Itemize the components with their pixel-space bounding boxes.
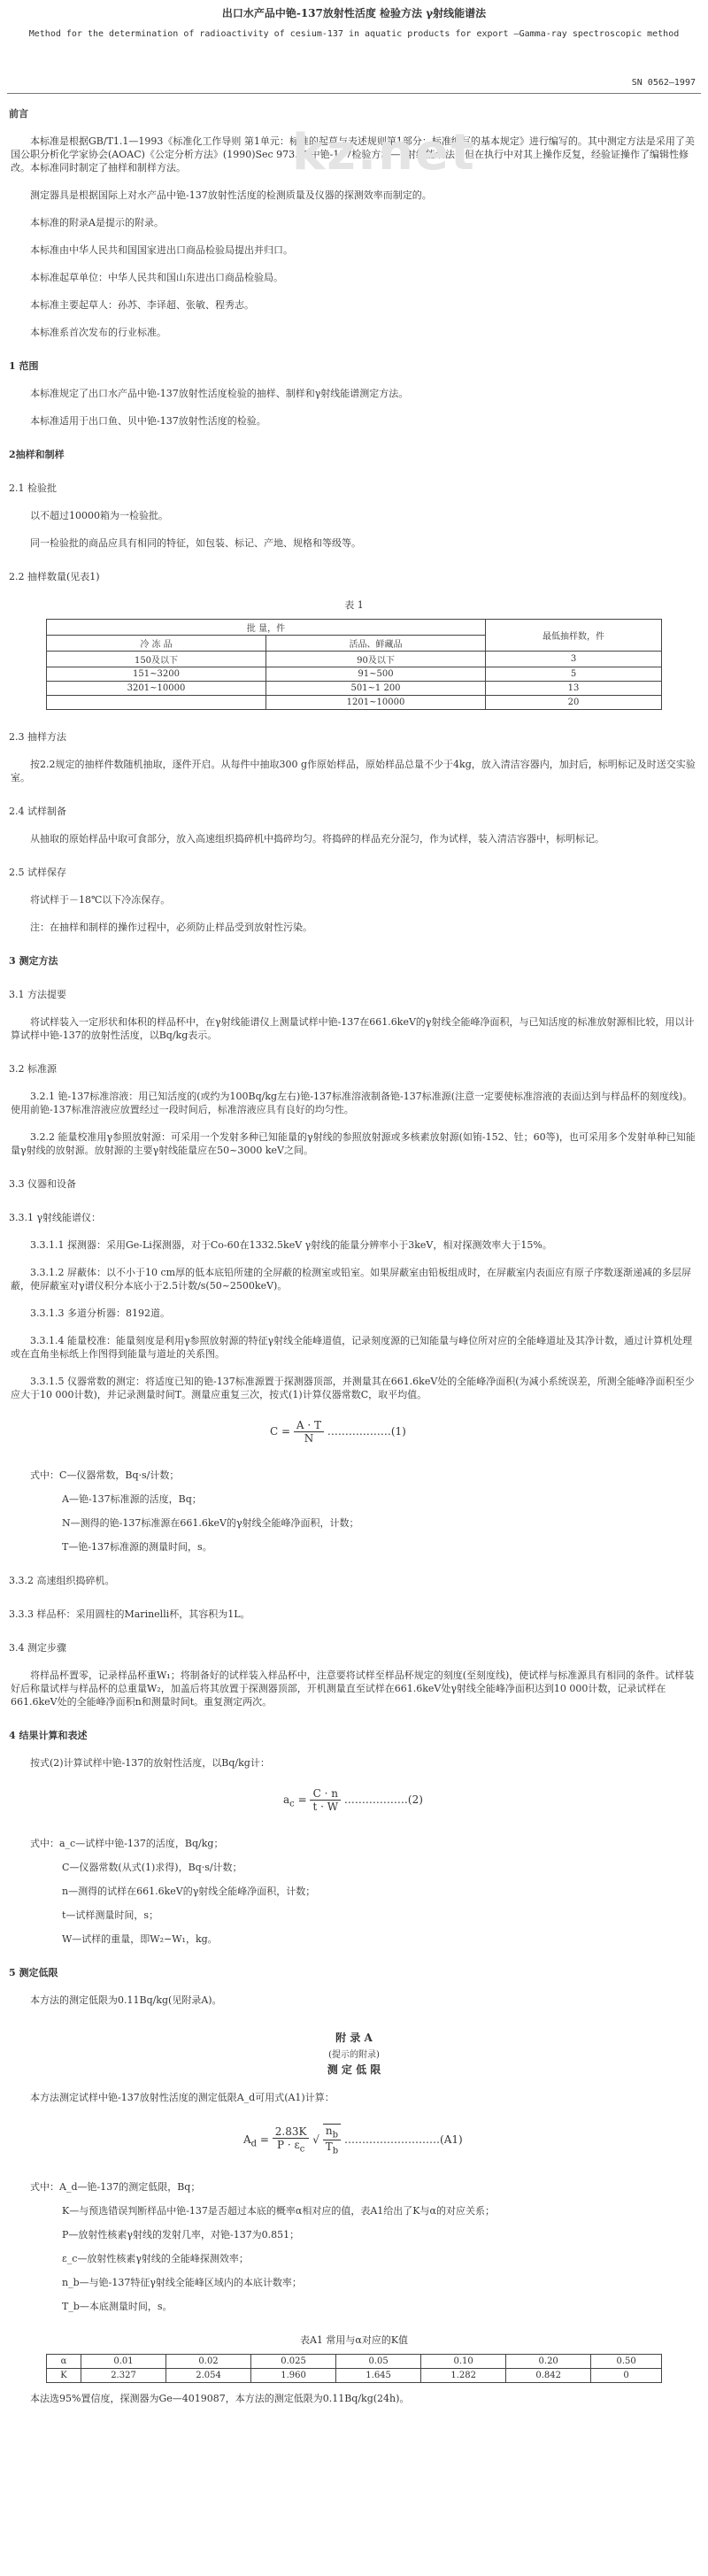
table-row [47, 667, 662, 682]
table-cell: 3 [486, 652, 662, 667]
table-a1-caption: 表A1 常用与α对应的K值 [299, 2334, 409, 2346]
section-2-5-para: 将试样于－18℃以下冷冻保存。 [30, 894, 171, 906]
where-a-item: n_b—与铯-137特征γ射线全能峰区域内的本底计数率； [62, 2277, 302, 2288]
table-row [47, 2369, 662, 2383]
foreword-para: 测定器具是根据国际上对水产品中铯-137放射性活度的检测质量及仪器的探测效率而制定的。 [30, 189, 432, 201]
formula-1-number: (1) [390, 1425, 406, 1438]
section-1-para: 本标准适用于出口鱼、贝中铯-137放射性活度的检验。 [30, 415, 266, 427]
foreword-para: 本标准是根据GB/T1.1—1993《标准化工作导则 第1单元：标准的起草与表述规则第1部分：标准编写的基本规定》进行编写的。其中测定方法是采用了美国公职分析化学家协会(AOAC)《公定分析方法》(1990)Sec 973.67中铯-137检验方法—γ射线能谱法，但在执行中对其上操作反复，经验证操作了编辑性修改。本标准同时制定了抽样和制样方法。 [11, 135, 695, 174]
foreword-para: 本标准的附录A是提示的附录。 [30, 217, 164, 228]
section-4-para: 按式(2)计算试样中铯-137的放射性活度，以Bq/kg计： [30, 1757, 270, 1769]
section-2-1-heading: 2.1 检验批 [9, 482, 57, 494]
section-3-3-1-heading: 3.3.1 γ射线能谱仪： [9, 1212, 102, 1223]
table-cell: 1201~10000 [266, 696, 486, 710]
section-2-1-para: 同一检验批的商品应具有相同的特征，如包装、标记、产地、规格和等级等。 [30, 537, 361, 549]
section-3-2-heading: 3.2 标准源 [9, 1063, 57, 1075]
section-3-1-para: 将试样装入一定形状和体积的样品杯中，在γ射线能谱仪上测量试样中铯-137在661.6keV的γ射线全能峰净面积，与已知活度的标准放射源相比较，用以计算试样中铯-137的放射性活度，以Bq/kg表示。 [11, 1016, 695, 1041]
formula-2-w: W [327, 1801, 339, 1813]
where-1-item: A—铯-137标准源的活度，Bq； [62, 1493, 202, 1505]
table-cell: 0.50 [591, 2355, 662, 2369]
formula-a1-nb: n [325, 2125, 333, 2137]
section-2-3-heading: 2.3 抽样方法 [9, 731, 66, 743]
header-divider [7, 93, 701, 94]
watermark: kz.net [292, 124, 476, 181]
formula-1: C = $\frac{A \cdot T}{N}$ ………………(1) [270, 1419, 406, 1445]
where-2-item: n—测得的试样在661.6keV的γ射线全能峰净面积，计数； [62, 1886, 316, 1897]
where-2-item: C—仪器常数(从式(1)求得)，Bq·s/计数； [62, 1862, 242, 1873]
formula-2: $a_c$ = $\frac{C \cdot n}{t \cdot W}$ ………………(2) [283, 1787, 423, 1813]
formula-a1: $A_d$ = $\frac{2.83K}{P \cdot \varepsilon_c}$ √ $\frac{n_b}{T_b}$ ………………………(A1) [243, 2125, 463, 2156]
formula-a1-p: P [276, 2139, 285, 2152]
section-4-heading: 4 结果计算和表述 [9, 1730, 88, 1741]
section-2-heading: 2抽样和制样 [9, 449, 65, 460]
table-cell: 0 [591, 2369, 662, 2383]
section-3-3-1-5-para: 3.3.1.5 仪器常数的测定：将适度已知的铯-137标准源置于探测器顶部，并测量其在661.6keV处的全能峰净面积(为减小系统误差，所测全能峰净面积至少应大于10 000计数)，并记录测量时间T。测量应重复三次，按式(1)计算仪器常数C，取平均值。 [11, 1376, 695, 1400]
table-cell: 1.282 [421, 2369, 506, 2383]
formula-a1-lhs: A [243, 2133, 251, 2146]
where-1: 式中：C—仪器常数，Bq·s/计数； [30, 1469, 180, 1481]
appendix-heading: 测 定 低 限 [327, 2063, 381, 2076]
section-1-heading: 1 范围 [9, 360, 39, 372]
table-cell: 0.20 [506, 2355, 591, 2369]
where-1-item: T—铯-137标准源的测量时间，s。 [62, 1541, 212, 1553]
appendix-title: 附 录 A [335, 2032, 373, 2044]
sampling-table [46, 619, 662, 710]
foreword-para: 本标准系首次发布的行业标准。 [30, 327, 166, 338]
formula-a1-tb: T [325, 2140, 333, 2154]
formula-2-lhs-sub: c [289, 1799, 295, 1809]
where-a: 式中：A_d—铯-137的测定低限，Bq； [30, 2181, 201, 2193]
table-row [47, 682, 662, 696]
appendix-footer: 本法选95%置信度，探测器为Ge—4019087，本方法的测定低限为0.11Bq/kg(24h)。 [30, 2393, 410, 2404]
table-cell: 1.960 [251, 2369, 336, 2383]
formula-1-lhs: C [270, 1425, 279, 1438]
section-3-3-1-1-para: 3.3.1.1 探测器：采用Ge-Li探测器，对于Co-60在1332.5keV γ射线的能量分辨率小于3keV，相对探测效率大于15%。 [30, 1239, 552, 1251]
foreword-para: 本标准起草单位：中华人民共和国山东进出口商品检验局。 [30, 272, 283, 283]
formula-a1-e: ε [294, 2139, 300, 2152]
table-cell: 2.054 [166, 2369, 251, 2383]
table-1-caption: 表 1 [344, 599, 364, 611]
table-cell: K [47, 2369, 81, 2383]
section-2-3-para: 按2.2规定的抽样件数随机抽取，逐件开启。从每件中抽取300 g作原始样品，原始样品总量不少于4kg，放入清洁容器内，加封后，标明标记及时送交实验室。 [11, 759, 696, 783]
formula-a1-e-sub: c [299, 2144, 305, 2155]
section-3-heading: 3 测定方法 [9, 955, 58, 967]
section-2-4-para: 从抽取的原始样品中取可食部分，放入高速组织捣碎机中捣碎均匀。将捣碎的样品充分混匀，作为试样，装入清洁容器中，标明标记。 [30, 833, 604, 845]
section-3-3-1-4-para: 3.3.1.4 能量校准：能量刻度是利用γ参照放射源的特征γ射线全能峰道值，记录刻度源的已知能量与峰位所对应的全能峰道址及其净计数，通过计算机处理或在直角坐标纸上作图得到能量与道址的关系图。 [11, 1335, 693, 1360]
table-cell: 0.01 [81, 2355, 166, 2369]
section-2-5-heading: 2.5 试样保存 [9, 867, 66, 878]
section-3-4-heading: 3.4 测定步骤 [9, 1642, 66, 1654]
where-a-item: ε_c—放射性核素γ射线的全能峰探测效率； [62, 2253, 249, 2264]
where-2-item: t—试样测量时间，s； [62, 1909, 159, 1921]
where-a-item: K—与预选错误判断样品中铯-137是否超过本底的概率α相对应的值，表A1给出了K与α的对应关系； [62, 2205, 495, 2217]
document-english-title: Method for the determination of radioactivity of cesium-137 in aquatic products for export —Gamma-ray spectroscopic method [28, 29, 680, 39]
table-cell: 150及以下 [47, 652, 266, 667]
section-3-3-2-heading: 3.3.2 高速组织捣碎机。 [9, 1575, 115, 1586]
table-cell: 0.025 [251, 2355, 336, 2369]
formula-a1-lhs-sub: d [250, 2139, 258, 2149]
where-a-item: T_b—本底测量时间，s。 [62, 2301, 173, 2312]
formula-2-c: C [312, 1787, 321, 1800]
table-row [47, 696, 662, 710]
table-row [47, 2355, 662, 2369]
table-header-cell: 活品、鲜藏品 [266, 636, 486, 652]
table-header-cell: 最低抽样数，件 [486, 620, 662, 652]
formula-2-t: t [312, 1801, 318, 1813]
section-2-2-heading: 2.2 抽样数量(见表1) [9, 571, 100, 582]
where-2: 式中：a_c—试样中铯-137的活度，Bq/kg； [30, 1838, 224, 1849]
foreword-para: 本标准主要起草人：孙苏、李译超、张敏、程秀志。 [30, 299, 254, 311]
table-cell: 501~1 200 [266, 682, 486, 696]
table-cell: 0.02 [166, 2355, 251, 2369]
table-cell: 20 [486, 696, 662, 710]
appendix-note: (提示的附录) [328, 2050, 380, 2060]
section-3-3-heading: 3.3 仪器和设备 [9, 1178, 76, 1190]
table-cell: 0.10 [421, 2355, 506, 2369]
formula-a1-k: 2.83K [273, 2125, 310, 2139]
standard-number: SN 0562—1997 [631, 78, 696, 88]
formula-2-lhs: a [283, 1793, 290, 1806]
section-2-1-para: 以不超过10000箱为一检验批。 [30, 510, 168, 521]
table-cell: 5 [486, 667, 662, 682]
section-3-1-heading: 3.1 方法提要 [9, 989, 66, 1000]
table-header-cell: 冷 冻 品 [47, 636, 266, 652]
section-3-3-1-2-para: 3.3.1.2 屏蔽体：以不小于10 cm厚的低本底铅所建的全屏蔽的检测室或铅室。如果屏蔽室由铅板组成时，在屏蔽室内表面应有原子序数逐渐递减的多层屏蔽，使屏蔽室对γ谱仪积分本底小于2.5计数/s(50~2500keV)。 [11, 1267, 692, 1292]
table-cell: 2.327 [81, 2369, 166, 2383]
formula-1-t: T [314, 1419, 322, 1431]
document-title: 出口水产品中铯-137放射性活度 检验方法 γ射线能谱法 [221, 7, 487, 19]
table-header-cell: 批 量，件 [47, 620, 486, 636]
table-cell: 0.842 [506, 2369, 591, 2383]
table-cell: 13 [486, 682, 662, 696]
section-2-5-note: 注：在抽样和制样的操作过程中，必须防止样品受到放射性污染。 [30, 922, 312, 933]
section-5-para: 本方法的测定低限为0.11Bq/kg(见附录A)。 [30, 1994, 222, 2006]
formula-a1-number: (A1) [440, 2133, 463, 2146]
section-3-2-1-para: 3.2.1 铯-137标准溶液：用已知活度的(或约为100Bq/kg左右)铯-137标准溶液制备铯-137标准源(注意一定要使标准溶液的表面达到与样品杯的刻度线)。使用前铯-137标准溶液应放置经过一段时间后，标准溶液应具有良好的均匀性。 [11, 1091, 693, 1115]
formula-2-n: n [331, 1787, 338, 1800]
section-3-3-3-heading: 3.3.3 样品杯：采用圆柱的Marinelli杯，其容积为1L。 [9, 1608, 250, 1620]
table-cell: α [47, 2355, 81, 2369]
where-1-item: N—测得的铯-137标准源在661.6keV的γ射线全能峰净面积，计数； [62, 1517, 359, 1529]
section-2-4-heading: 2.4 试样制备 [9, 806, 66, 817]
k-value-table [46, 2354, 662, 2383]
section-3-4-para: 将样品杯置零，记录样品杯重W₁；将制备好的试样装入样品杯中，注意要将试样至样品杯规定的刻度(至刻度线)，使试样与标准源具有相同的条件。试样装好后称量试样与样品杯的总重量W₂，加盖后将其放置于探测器顶部，开机测量直至试样在661.6keV处γ射线全能峰净面积达到10 000计数，记录试样在661.6keV处的全能峰净面积n和测量时间t。重复测定两次。 [11, 1670, 695, 1708]
table-cell [47, 696, 266, 710]
table-cell: 90及以下 [266, 652, 486, 667]
appendix-para: 本方法测定试样中铯-137放射性活度的测定低限A_d可用式(A1)计算： [30, 2092, 335, 2103]
where-a-item: P—放射性核素γ射线的发射几率，对铯-137为0.851； [62, 2229, 300, 2241]
foreword-heading: 前言 [9, 108, 28, 120]
formula-a1-nb-sub: b [332, 2130, 339, 2140]
foreword-para: 本标准由中华人民共和国国家进出口商品检验局提出并归口。 [30, 244, 293, 256]
table-cell: 151~3200 [47, 667, 266, 682]
formula-1-a: A [296, 1419, 304, 1431]
table-cell: 91~500 [266, 667, 486, 682]
formula-a1-tb-sub: b [332, 2146, 339, 2156]
formula-1-n: N [304, 1432, 314, 1445]
table-cell: 0.05 [336, 2355, 421, 2369]
table-cell: 3201~10000 [47, 682, 266, 696]
section-5-heading: 5 测定低限 [9, 1967, 58, 1978]
table-row [47, 652, 662, 667]
where-2-item: W—试样的重量，即W₂−W₁，kg。 [62, 1933, 218, 1945]
section-3-3-1-3-para: 3.3.1.3 多道分析器：8192道。 [30, 1307, 170, 1319]
section-1-para: 本标准规定了出口水产品中铯-137放射性活度检验的抽样、制样和γ射线能谱测定方法。 [30, 388, 409, 399]
section-3-2-2-para: 3.2.2 能量校准用γ参照放射源：可采用一个发射多种已知能量的γ射线的参照放射源或多核素放射源(如铕-152、钍；60等)，也可采用多个发射单种已知能量γ射线的放射源。放射源的主要γ射线能量应在50~3000 keV之间。 [11, 1131, 696, 1156]
table-header-row [47, 620, 662, 636]
formula-2-number: (2) [407, 1793, 423, 1806]
table-cell: 1.645 [336, 2369, 421, 2383]
